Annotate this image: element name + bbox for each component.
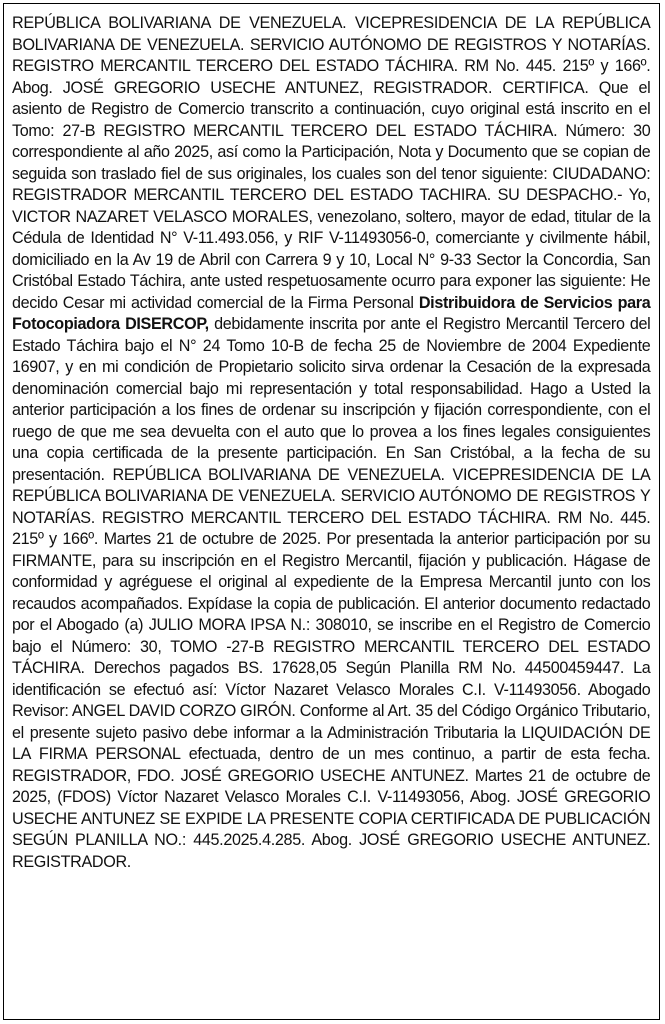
legal-notice-text <box>12 12 650 872</box>
firm-name-bold: Distribuidora de Servicios para Fotocopiadora DISERCOP, <box>12 292 651 333</box>
notice-text-part-2: debidamente inscrita por ante el Registro Mercantil Tercero del Estado Táchira bajo el N° 24 Tomo 10-B de fecha 25 de Noviembre de 2004 Expediente 16907, y en mi condición de Propietario solicito sirva ordenar la Cesación de la expresada denominación comercial bajo mi representación y total responsabilidad. Hago a Usted la anterior participación a los fines de ordenar su inscripción y fijación correspondiente, con el ruego de que me sea devuelta con el auto que lo provea a los fines legales consiguientes una copia certificada de la presente participación. En San Cristóbal, a la fecha de su presentación. REPÚBLICA BOLIVARIANA DE VENEZUELA. VICEPRESIDENCIA DE LA REPÚBLICA BOLIVARIANA DE VENEZUELA. SERVICIO AUTÓNOMO DE REGISTROS Y NOTARÍAS. REGISTRO MERCANTIL TERCERO DEL ESTADO TÁCHIRA. RM No. 445. 215º y 166º. Martes 21 de octubre de 2025. Por presentada la anterior participación por su FIRMANTE, para su inscripción en el Registro Mercantil, fijación y publicación. Hágase de conformidad y agréguese el original al expediente de la Empresa Mercantil junto con los recaudos acompañados. Expídase la copia de publicación. El anterior documento redactado por el Abogado (a) JULIO MORA IPSA N.: 308010, se inscribe en el Registro de Comercio bajo el Número: 30, TOMO -27-B REGISTRO MERCANTIL TERCERO DEL ESTADO TÁCHIRA. Derechos pagados BS. 17628,05 Según Planilla RM No. 44500459447. La identificación se efectuó así: Víctor Nazaret Velasco Morales C.I. V-11493056. Abogado Revisor: ANGEL DAVID CORZO GIRÓN. Conforme al Art. 35 del Código Orgánico Tributario, el presente sujeto pasivo debe informar a la Administración Tributaria la LIQUIDACIÓN DE LA FIRMA PERSONAL efectuada, dentro de un mes continuo, a partir de esta fecha. REGISTRADOR, FDO. JOSÉ GREGORIO USECHE ANTUNEZ. Martes 21 de octubre de 2025, (FDOS) Víctor Nazaret Velasco Morales C.I. V-11493056, Abog. JOSÉ GREGORIO USECHE ANTUNEZ SE EXPIDE LA PRESENTE COPIA CERTIFICADA DE PUBLICACIÓN SEGÚN PLANILLA NO.: 445.2025.4.285. Abog. JOSÉ GREGORIO USECHE ANTUNEZ. REGISTRADOR. <box>12 314 651 871</box>
notice-border <box>3 3 660 1020</box>
notice-text-part-1: REPÚBLICA BOLIVARIANA DE VENEZUELA. VICEPRESIDENCIA DE LA REPÚBLICA BOLIVARIANA DE VENEZUELA. SERVICIO AUTÓNOMO DE REGISTROS Y NOTARÍAS. REGISTRO MERCANTIL TERCERO DEL ESTADO TÁCHIRA. RM No. 445. 215º y 166º. Abog. JOSÉ GREGORIO USECHE ANTUNEZ, REGISTRADOR. CERTIFICA. Que el asiento de Registro de Comercio transcrito a continuación, cuyo original está inscrito en el Tomo: 27-B REGISTRO MERCANTIL TERCERO DEL ESTADO TÁCHIRA. Número: 30 correspondiente al año 2025, así como la Participación, Nota y Documento que se copian de seguida son traslado fiel de sus originales, los cuales son del tenor siguiente: CIUDADANO: REGISTRADOR MERCANTIL TERCERO DEL ESTADO TACHIRA. SU DESPACHO.- Yo, VICTOR NAZARET VELASCO MORALES, venezolano, soltero, mayor de edad, titular de la Cédula de Identidad N° V-11.493.056, y RIF V-11493056-0, comerciante y civilmente hábil, domiciliado en la Av 19 de Abril con Carrera 9 y 10, Local N° 9-33 Sector la Concordia, San Cristóbal Estado Táchira, ante usted respetuosamente ocurro para exponer las siguiente: He decido Cesar mi actividad comercial de la Firma Personal <box>12 13 651 312</box>
